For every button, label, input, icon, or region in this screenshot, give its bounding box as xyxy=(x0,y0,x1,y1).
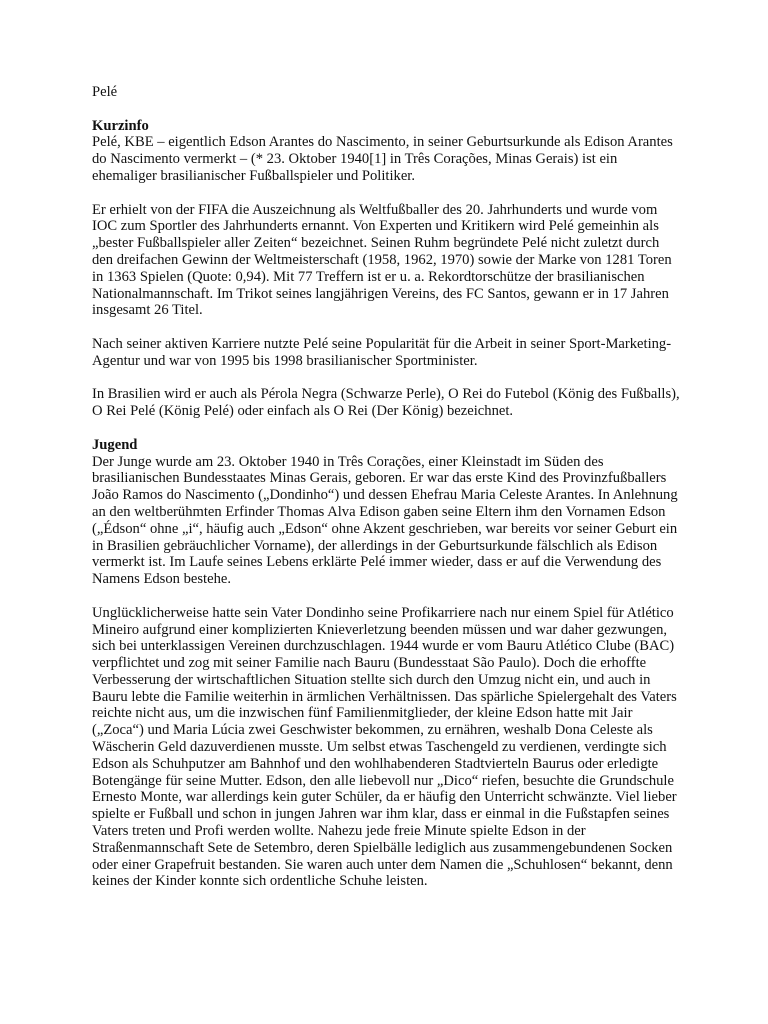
section-heading-kurzinfo: Kurzinfo xyxy=(92,117,149,134)
paragraph: In Brasilien wird er auch als Pérola Negra (Schwarze Perle), O Rei do Futebol (König des Fußballs), O Rei Pelé (König Pelé) oder einfach als O Rei (Der König) bezeichnet. xyxy=(92,386,680,420)
section-jugend xyxy=(92,437,682,891)
document-page xyxy=(92,84,682,907)
section-kurzinfo xyxy=(92,118,682,420)
section-heading-jugend: Jugend xyxy=(92,436,138,453)
document-title: Pelé xyxy=(92,84,118,100)
paragraph: Pelé, KBE – eigentlich Edson Arantes do Nascimento, in seiner Geburtsurkunde als Edison Arantes do Nascimento vermerkt – (* 23. Oktober 1940[1] in Três Corações, Minas Gerais) ist ein ehemaliger brasilianischer Fußballspieler und Politiker. xyxy=(92,134,673,184)
paragraph: Unglücklicherweise hatte sein Vater Dondinho seine Profikarriere nach nur einem Spiel für Atlético Mineiro aufgrund einer komplizierten Knieverletzung beenden müssen und war daher gezwungen, sich bei unterklassigen Vereinen durchzuschlagen. 1944 wurde er vom Bauru Atlético Clube (BAC) verpflichtet und zog mit seiner Familie nach Bauru (Bundesstaat São Paulo). Doch die erhoffte Verbesserung der wirtschaftlichen Situation stellte sich durch den Umzug nicht ein, und auch in Bauru lebte die Familie weiterhin in ärmlichen Verhältnissen. Das spärliche Spielergehalt des Vaters reichte nicht aus, um die inzwischen fünf Familienmitglieder, der kleine Edson hatte mit Jair („Zoca“) und Maria Lúcia zwei Geschwister bekommen, zu ernähren, weshalb Dona Celeste als Wäscherin Geld dazuverdienen musste. Um selbst etwas Taschengeld zu verdienen, verdingte sich Edson als Schuhputzer am Bahnhof und den wohlhabenderen Stadtvierteln Baurus oder erledigte Botengänge für seine Mutter. Edson, den alle liebevoll nur „Dico“ riefen, besuchte die Grundschule Ernesto Monte, war allerdings kein guter Schüler, da er häufig den Unterricht schwänzte. Viel lieber spielte er Fußball und schon in jungen Jahren war ihm klar, dass er einmal in die Fußstapfen seines Vaters treten und Profi werden wollte. Nahezu jede freie Minute spielte Edson in der Straßenmannschaft Sete de Setembro, deren Spielbälle lediglich aus zusammengebundenen Socken oder einer Grapefruit bestanden. Sie waren auch unter dem Namen die „Schuhlosen“ bekannt, denn keines der Kinder konnte sich ordentliche Schuhe leisten. xyxy=(92,604,677,890)
paragraph: Der Junge wurde am 23. Oktober 1940 in Três Corações, einer Kleinstadt im Süden des brasilianischen Bundesstaates Minas Gerais, geboren. Er war das erste Kind des Provinzfußballers João Ramos do Nascimento („Dondinho“) und dessen Ehefrau Maria Celeste Arantes. In Anlehnung an den weltberühmten Erfinder Thomas Alva Edison gaben seine Eltern ihm den Vornamen Edson („Édson“ ohne „i“, häufig auch „Edson“ ohne Akzent geschrieben, war bereits vor seiner Geburt ein in Brasilien gebräuchlicher Vorname), der allerdings in der Geburtsurkunde fälschlich als Edison vermerkt ist. Im Laufe seines Lebens erklärte Pelé immer wieder, dass er auf die Verwendung des Namens Edson bestehe. xyxy=(92,453,678,588)
paragraph: Er erhielt von der FIFA die Auszeichnung als Weltfußballer des 20. Jahrhunderts und wurde vom IOC zum Sportler des Jahrhunderts ernannt. Von Experten und Kritikern wird Pelé gemeinhin als „bester Fußballspieler aller Zeiten“ bezeichnet. Seinen Ruhm begründete Pelé nicht zuletzt durch den dreifachen Gewinn der Weltmeisterschaft (1958, 1962, 1970) sowie der Marke von 1281 Toren in 1363 Spielen (Quote: 0,94). Mit 77 Treffern ist er u. a. Rekordtorschütze der brasilianischen Nationalmannschaft. Im Trikot seines langjährigen Vereins, des FC Santos, gewann er in 17 Jahren insgesamt 26 Titel. xyxy=(92,201,672,319)
paragraph: Nach seiner aktiven Karriere nutzte Pelé seine Popularität für die Arbeit in seiner Sport-Marketing-Agentur und war von 1995 bis 1998 brasilianischer Sportminister. xyxy=(92,335,672,369)
